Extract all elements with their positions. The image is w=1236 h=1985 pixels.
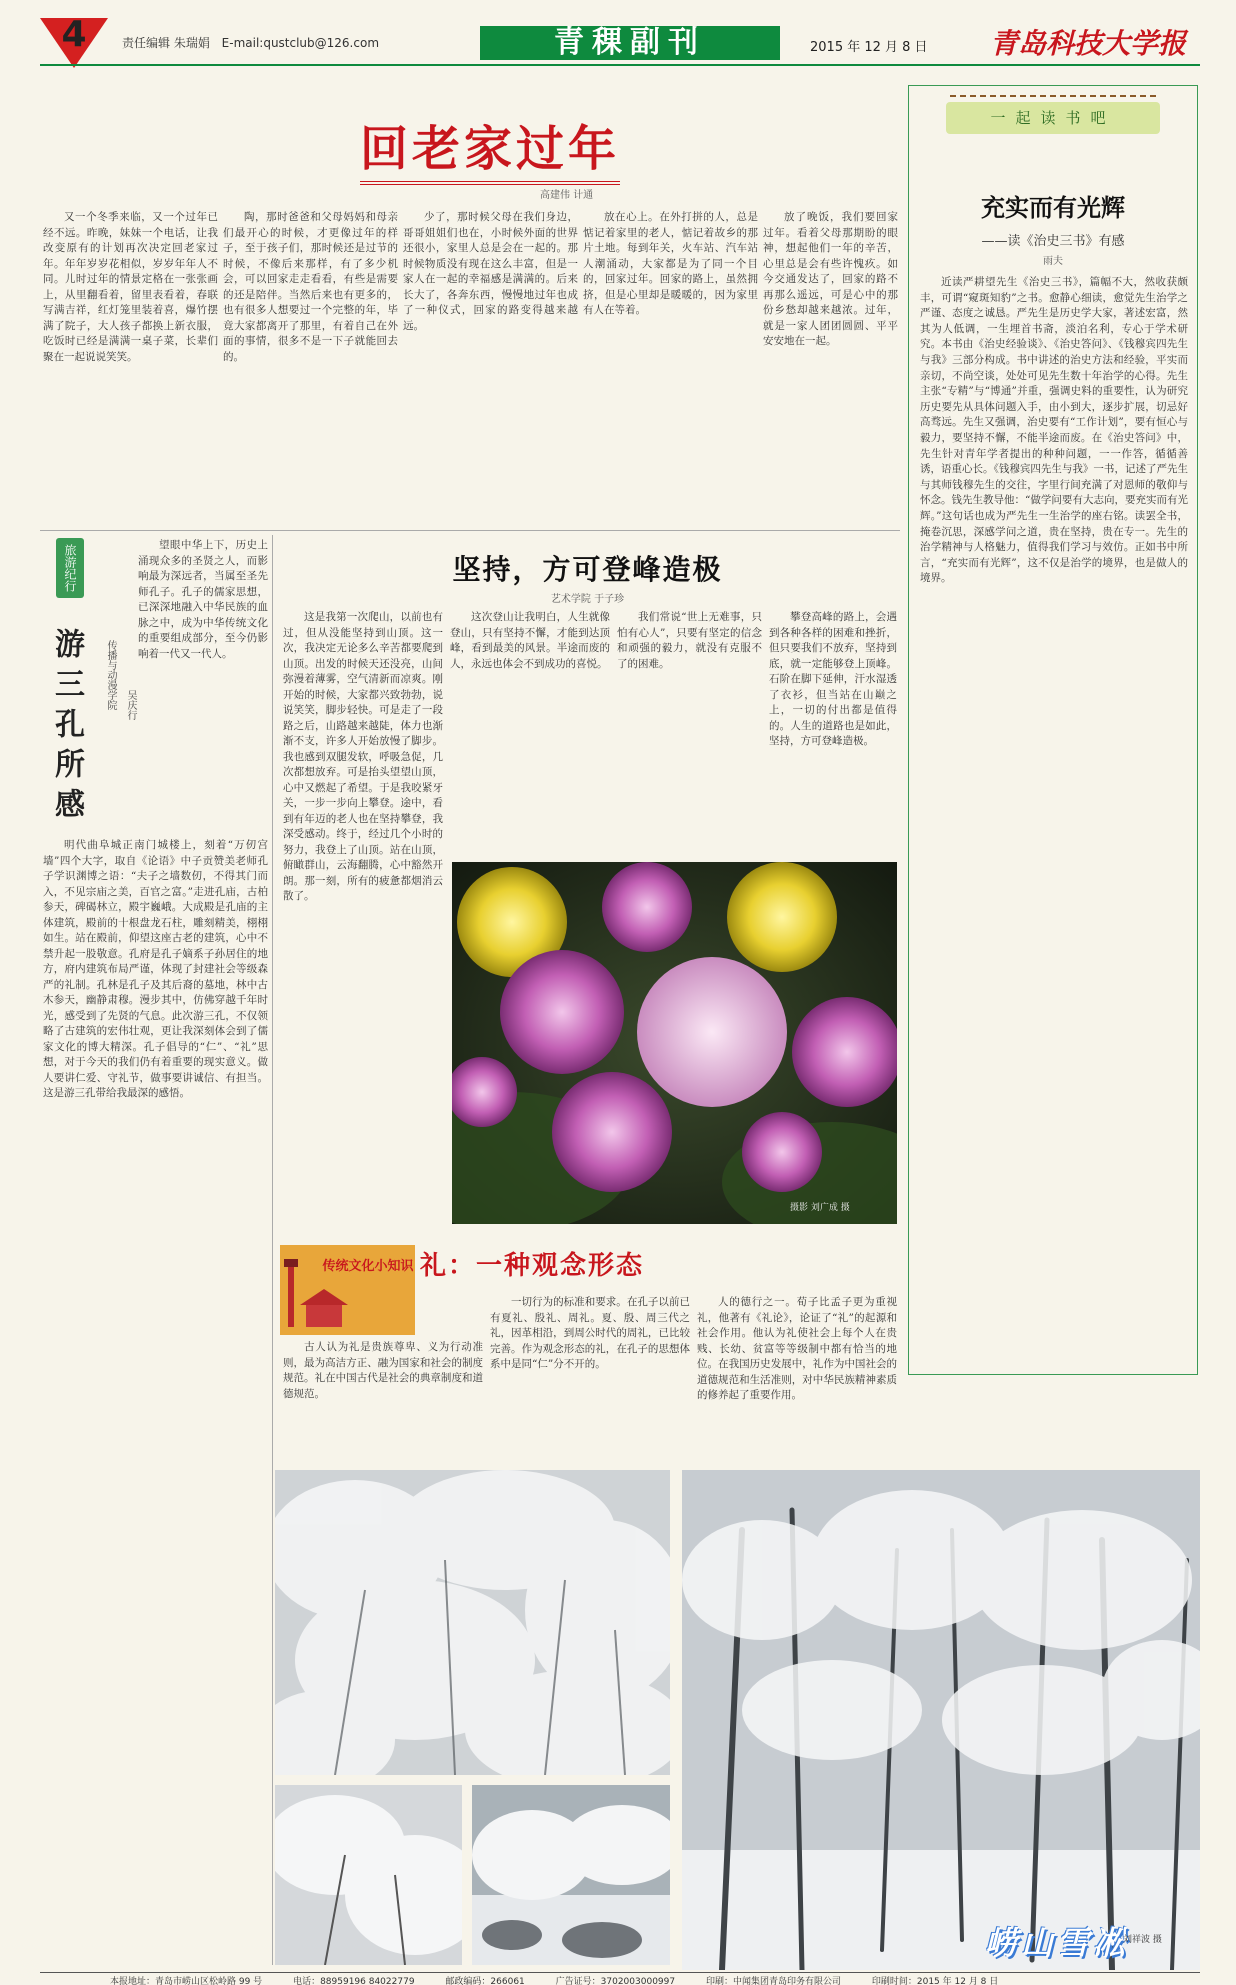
snow-rocks-image	[472, 1785, 670, 1965]
left-article-author-name: 吴庆行	[125, 690, 136, 720]
article2-text-1: 这是我第一次爬山，以前也有过，但从没能坚持到山顶。这一次，我决定无论多么辛苦都要爬到山顶。出发的时候天还没亮，山间弥漫着薄雾，空气清新而凉爽。刚开始的时候，大家都兴致勃勃，说说笑笑，脚步轻快。可是走了一段路之后，山路越来越陡，体力也渐渐不支，许多人开始放慢了脚步。我也感到双腿发软，呼吸急促，几次都想放弃。可是抬头望望山顶，心中又燃起了希望。于是我咬紧牙关，一步一步向上攀登。途中，看到有年迈的老人也在坚持攀登，我深受感动。终于，经过几个小时的努力，我登上了山顶。站在山顶，俯瞰群山，云海翻腾，心中豁然开朗。那一刻，所有的疲惫都烟消云散了。	[283, 611, 443, 902]
article3-column-1	[283, 1340, 483, 1450]
article3-text-2: 一切行为的标准和要求。在孔子以前已有夏礼、殷礼、周礼。夏、殷、周三代之礼，因革相沿，到周公时代的周礼，已比较完善。作为观念形态的礼，在孔子的思想体系中是同“仁”分不开的。	[490, 1296, 690, 1370]
chrysanthemum-photo	[452, 862, 897, 1224]
snow-image-small	[275, 1785, 462, 1965]
photo-credit: 摄影 刘广成 摄	[790, 1203, 850, 1213]
article3-text-1: 古人认为礼是贵族尊卑、义为行动准则，最为高洁方正、融为国家和社会的制度规范。礼在中国古代是社会的典章制度和道德规范。	[283, 1341, 483, 1400]
photo-caption-credit: 刘祥波 摄	[1123, 1935, 1162, 1945]
footer-printer: 印刷：中闻集团青岛印务有限公司	[705, 1977, 841, 1985]
snow-forest-image	[682, 1470, 1200, 1970]
travel-tag: 旅游纪行	[56, 538, 84, 598]
footer-phone: 电话：88959196 84022779	[293, 1977, 415, 1985]
article2-column-3	[617, 610, 762, 760]
left-article-intro-text: 望眼中华上下，历史上涌现众多的圣贤之人，而影响最为深远者，当属至圣先师孔子。孔子的儒家思想，已深深地融入中华民族的血脉之中，成为中华传统文化的重要组成部分，至今仍影响着一代又一代人。	[138, 539, 268, 660]
footer-ad-license: 广告证号：3702003000997	[555, 1977, 676, 1985]
footer-rule	[40, 1972, 1200, 1973]
book-column-label: 一起读书吧	[946, 102, 1160, 134]
chrysanthemum-image	[452, 862, 897, 1224]
photo-caption-title: 崂山雪凇	[985, 1924, 1130, 1962]
article2-column-4	[769, 610, 897, 850]
article1-column-1	[43, 210, 218, 530]
article2-title: 坚持，方可登峰造极	[452, 553, 723, 586]
article1-text-1: 又一个冬季来临，又一个过年已经不远。昨晚，妹妹一个电话，让我改变原有的计划再次决定回老家过年。年年岁岁花相似，岁岁年年人不同。儿时过年的情景定格在一张张画上，从里翻看着，留里表看着，春联写满吉祥，红灯笼里装着喜，爆竹摆满了院子，大人孩子都换上新衣服，吃饭时已经是满满一桌子菜，长辈们聚在一起说说笑笑。	[43, 211, 218, 363]
snow-rocks-photo	[472, 1785, 670, 1965]
editor-line	[122, 34, 387, 51]
footer-print-date: 印刷时间：2015 年 12 月 8 日	[871, 1977, 999, 1985]
editor-name: 责任编辑 朱瑞娟	[122, 36, 210, 50]
article3-title: 礼：一种观念形态	[420, 1251, 645, 1281]
book-column-author: 雨夫	[1043, 256, 1063, 267]
divider	[40, 530, 900, 531]
publication-date: 2015 年 12 月 8 日	[810, 40, 928, 55]
article2-text-3: 我们常说“世上无难事，只怕有心人”，只要有坚定的信念和顽强的毅力，就没有克服不了的困难。	[617, 611, 762, 670]
left-article-intro	[138, 538, 268, 838]
article1-column-4	[583, 210, 758, 530]
article2-column-1	[283, 610, 443, 1230]
article1-column-2	[223, 210, 398, 530]
article2-author: 艺术学院 于子珍	[550, 594, 625, 605]
article1-author: 高建伟 计通	[540, 190, 594, 201]
left-article-body-text: 明代曲阜城正南门城楼上，刻着“万仞宫墙”四个大字，取自《论语》中子贡赞美老师孔子学识渊博之语：“夫子之墙数仞，不得其门而入，不见宗庙之美，百官之富。”走进孔庙，古柏参天，碑碣林立，殿宇巍峨。大成殿是孔庙的主体建筑，殿前的十根盘龙石柱，雕刻精美，栩栩如生。站在殿前，仰望这座古老的建筑，心中不禁升起一股敬意。孔府是孔子嫡系子孙居住的地方，府内建筑布局严谨，体现了封建社会等级森严的礼制。孔林是孔子及其后裔的墓地，林中古木参天，幽静肃穆。漫步其中，仿佛穿越千年时光，感受到了先贤的气息。此次游三孔，不仅领略了古建筑的宏伟壮观，更让我深刻体会到了儒家文化的博大精深。孔子倡导的“仁”、“礼”思想，对于今天的我们仍有着重要的现实意义。做人要讲仁爱、守礼节，做事要讲诚信、有担当。这是游三孔带给我最深的感悟。	[43, 839, 268, 1099]
left-article-body	[43, 838, 268, 1973]
snow-trees-photo-1	[275, 1470, 670, 1775]
article1-text-5: 放了晚饭，我们要回家过年。看着父母那期盼的眼神，想起他们一年的辛苦，心里总是会有些许愧疚。如今交通发达了，回家的路不再那么遥远，可是心中的那份乡愁却越来越浓。过年，就是一家人团团圆圆、平平安安地在一起。	[763, 211, 898, 347]
footer-address: 本报地址：青岛市崂山区松岭路 99 号	[110, 1977, 263, 1985]
divider	[272, 535, 273, 1965]
book-column-body	[920, 275, 1188, 1365]
header-rule	[40, 64, 1200, 66]
book-column-text: 近读严耕望先生《治史三书》，篇幅不大，然收获颇丰，可谓“窥斑知豹”之书。愈静心细读，愈觉先生治学之严谨、态度之诚恳。严先生是历史学大家，著述宏富，然其为人低调，一生埋首书斋，淡泊名利，专心于学术研究。本书由《治史经验谈》、《治史答问》、《钱穆宾四先生与我》三部分构成。书中讲述的治史方法和经验，平实而亲切，不尚空谈，处处可见先生数十年治学的心得。先生主张“专精”与“博通”并重，强调史料的重要性，认为研究历史要先从具体问题入手，由小到大，逐步扩展，切忌好高骛远。先生又强调，治史要有“工作计划”，要有恒心与毅力，要坚持不懈，不能半途而废。在《治史答问》中，先生针对青年学者提出的种种问题，一一作答，循循善诱，语重心长。《钱穆宾四先生与我》一书，记述了严先生与其师钱穆先生的交往，字里行间充满了对恩师的敬仰与怀念。钱先生教导他：“做学问要有大志向，要充实而有光辉。”这句话也成为严先生一生治学的座右铭。读罢全书，掩卷沉思，深感学问之道，贵在坚持，贵在专一。先生的治学精神与人格魅力，值得我们学习与效仿。正如书中所言，“充实而有光辉”，这不仅是治学的境界，也是做人的境界。	[920, 276, 1188, 585]
article2-text-4: 攀登高峰的路上，会遇到各种各样的困难和挫折，但只要我们不放弃，坚持到底，就一定能够登上顶峰。石阶在脚下延伸，汗水湿透了衣衫，但当站在山巅之上，一切的付出都是值得的。人生的道路也是如此，坚持，方可登峰造极。	[769, 611, 897, 747]
article1-text-4: 放在心上。在外打拼的人，总是惦记着家里的老人，惦记着故乡的那片土地。每到年关，火车站、汽车站人潮涌动，大家都是为了同一个目的，回家过年。回家的路上，虽然拥挤，但是心里却是暖暖的，因为家里有人在等着。	[583, 211, 758, 316]
editor-email: E-mail:qustclub@126.com	[221, 36, 380, 50]
article1-column-3	[403, 210, 578, 530]
snow-trees-photo-2	[275, 1785, 462, 1965]
article1-text-3: 少了，那时候父母在我们身边，哥哥姐姐们也在，小时候外面的世界还很小，家里人总是会在一起的。那时候物质没有现在这么丰富，但是一家人在一起的幸福感是满满的。后来长大了，各奔东西，慢慢地过年也成了一种仪式，回家的路变得越来越远。	[403, 211, 578, 332]
article2-column-2	[450, 610, 610, 760]
book-column-title: 充实而有光辉	[981, 193, 1125, 222]
tradition-badge-label: 传统文化小知识	[322, 1259, 414, 1274]
article1-title	[320, 110, 660, 180]
label-decoration	[950, 95, 1156, 101]
article3-column-2	[490, 1295, 690, 1445]
article2-text-2: 这次登山让我明白，人生就像登山，只有坚持不懈，才能到达顶峰，看到最美的风景。半途而废的人，永远也体会不到成功的喜悦。	[450, 611, 610, 670]
snow-forest-photo	[682, 1470, 1200, 1970]
left-article-author-dept: 传播与动漫学院	[105, 640, 116, 710]
article3-column-3	[697, 1295, 897, 1445]
book-column-subtitle: ——读《治史三书》有感	[981, 234, 1125, 249]
article1-title-text: 回老家过年	[360, 110, 620, 185]
page-number: 4	[61, 14, 87, 55]
left-article-title: 游三孔所感	[49, 628, 84, 828]
footer-postcode: 邮政编码：266061	[445, 1977, 525, 1985]
snow-image	[275, 1470, 670, 1775]
article3-text-3: 人的德行之一。荀子比孟子更为重视礼，他著有《礼论》，论证了“礼”的起源和社会作用。他认为礼使社会上每个人在贵贱、长幼、贫富等等级制中都有恰当的地位。在我国历史发展中，礼作为中国社会的道德规范和生活准则，对中华民族精神素质的修养起了重要作用。	[697, 1296, 897, 1401]
newspaper-name: 青岛科技大学报	[990, 27, 1187, 60]
footer	[110, 1974, 1210, 1985]
article1-text-2: 陶，那时爸爸和父母妈妈和母亲们最开心的时候，才更像过年的样子，至于孩子们，那时候还是过节的时候，不像后来那样，有了多少机会，可以回家走走看看，有些是需要的还是陪伴。当然后来也有更多的，也有很多人想要过一个完整的年，毕竟大家都离开了那里，有着自己在外面的事情，很多不是一下子就能回去的。	[223, 211, 398, 363]
section-masthead: 青稞副刊	[480, 26, 780, 60]
article1-column-5	[763, 210, 898, 530]
